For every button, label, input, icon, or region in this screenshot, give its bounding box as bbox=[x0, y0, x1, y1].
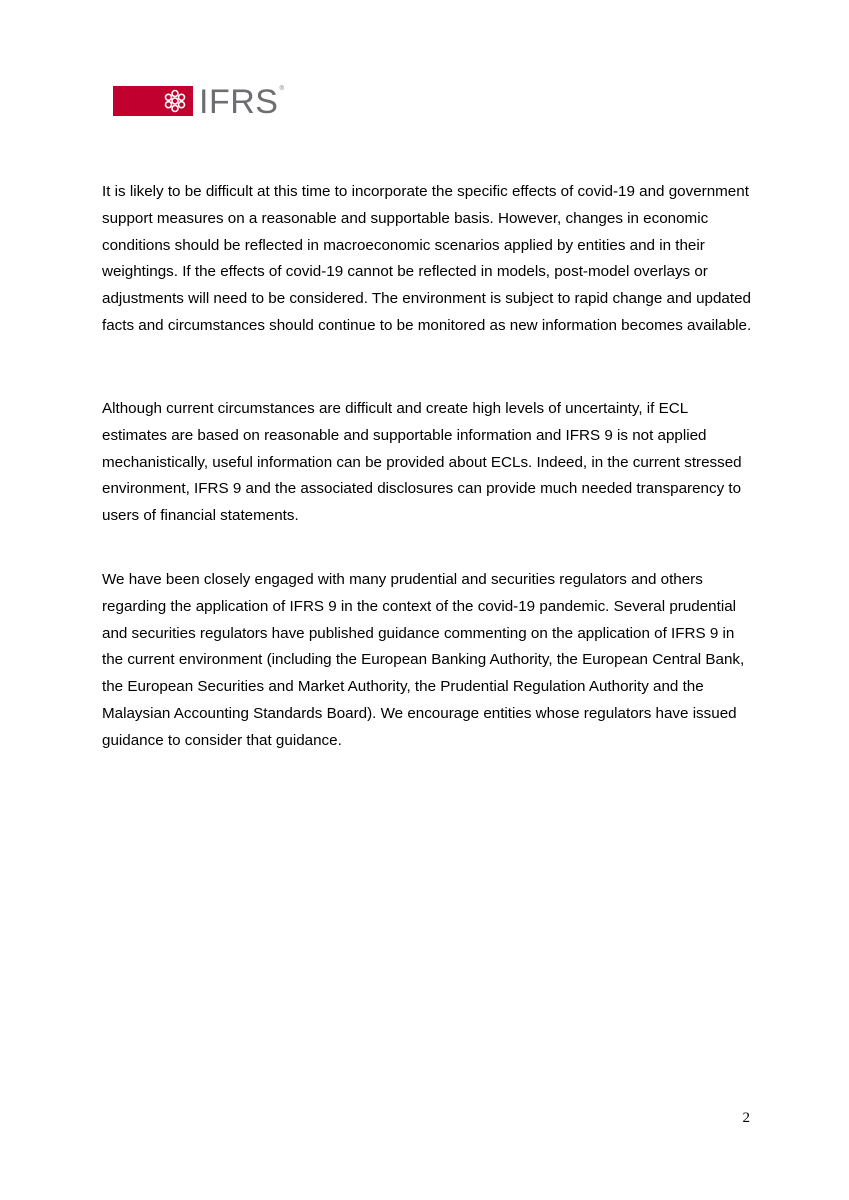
ifrs-hexagon-icon bbox=[163, 89, 187, 113]
logo-red-bar bbox=[113, 86, 193, 116]
body-paragraph: Although current circumstances are difficult and create high levels of uncertainty, if ECL estimates are based on reasonable and supportable information and IFRS 9 is not applied mechanistically, useful information can be provided about ECLs. Indeed, in the current stressed environment, IFRS 9 and the associated disclosures can provide much needed transparency to users of financial statements. bbox=[102, 400, 742, 525]
logo-text: IFRS bbox=[199, 83, 279, 121]
body-paragraph: It is likely to be difficult at this time to incorporate the specific effects of covid-19 and government support measures on a reasonable and supportable basis. However, changes in economic conditions should be reflected in macroeconomic scenarios applied by entities and in their weightings. If the effects of covid-19 cannot be reflected in models, post-model overlays or adjustments will need to be considered. The environment is subject to rapid change and updated facts and circumstances should continue to be monitored as new information becomes available. bbox=[102, 183, 752, 334]
page-number: 2 bbox=[742, 1110, 750, 1126]
body-paragraph: We have been closely engaged with many prudential and securities regulators and others regarding the application of IFRS 9 in the context of the covid-19 pandemic. Several prudential and securities regulators have published guidance commenting on the application of IFRS 9 in the current environment (including the European Banking Authority, the European Central Bank, the European Securities and Market Authority, the Prudential Regulation Authority and the Malaysian Accounting Standards Board). We encourage entities whose regulators have issued guidance to consider that guidance. bbox=[102, 571, 745, 749]
ifrs-logo bbox=[113, 83, 284, 121]
registered-mark: ® bbox=[279, 86, 284, 92]
